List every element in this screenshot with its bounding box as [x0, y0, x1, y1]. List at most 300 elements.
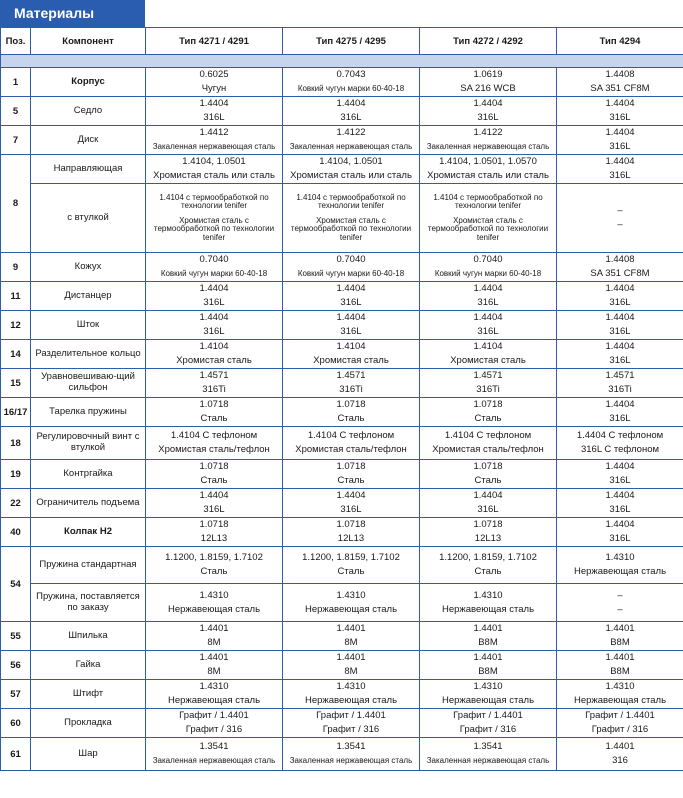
material-name: Нержавеющая сталь — [304, 603, 398, 615]
component-cell: Штифт — [31, 680, 146, 709]
material-code: 1.4404 — [605, 283, 635, 294]
material-code: 1.4404 — [605, 156, 635, 167]
material-code: 1.0718 — [199, 461, 229, 472]
table-row — [1, 547, 683, 584]
component-cell: Кожух — [31, 253, 146, 282]
material-code: 1.4104, 1.0501, 1.0570 — [439, 156, 537, 167]
material-code: – — [617, 205, 623, 216]
component-cell: Пружина, поставляется по заказу — [31, 584, 146, 622]
table-row — [1, 427, 683, 460]
material-cell — [283, 184, 420, 253]
material-name: 316L — [340, 326, 362, 337]
material-cell — [146, 427, 283, 460]
material-code: 1.0718 — [473, 519, 503, 530]
material-cell — [146, 311, 283, 340]
material-name: Сталь — [474, 475, 502, 486]
material-code: 1.4404 — [605, 341, 635, 352]
material-name: Закаленная нержавеющая сталь — [426, 142, 550, 151]
material-name: Сталь — [474, 566, 502, 577]
material-cell — [283, 738, 420, 771]
material-code: 1.4404 — [336, 312, 366, 323]
table-row — [1, 68, 683, 97]
material-cell — [557, 460, 683, 489]
material-cell — [557, 398, 683, 427]
material-cell — [557, 311, 683, 340]
material-cell — [146, 184, 283, 253]
table-row — [1, 709, 683, 738]
table-row — [1, 184, 683, 253]
material-cell — [283, 369, 420, 398]
material-code: 1.4310 — [605, 681, 635, 692]
material-code: 1.3541 — [473, 741, 503, 752]
material-code: 1.4310 — [336, 589, 366, 601]
material-name: Закаленная нержавеющая сталь — [289, 142, 413, 151]
material-name: 316L — [203, 504, 225, 515]
material-code: 1.0718 — [199, 519, 229, 530]
material-name: Сталь — [200, 566, 228, 577]
material-name: Хромистая сталь с термообработкой по технологии tenifer — [290, 215, 412, 242]
material-code: 1.4310 — [473, 589, 503, 601]
position-cell: 5 — [1, 97, 31, 126]
material-cell — [283, 155, 420, 184]
material-cell — [420, 680, 557, 709]
component-cell: Корпус — [31, 68, 146, 97]
position-cell: 40 — [1, 518, 31, 547]
material-name: 12L13 — [337, 533, 365, 544]
material-code: 1.4104 — [473, 341, 503, 352]
material-cell — [420, 622, 557, 651]
material-code: 1.4401 — [199, 652, 229, 663]
material-code: 1.4404 — [473, 312, 503, 323]
material-name: SA 216 WCB — [460, 83, 516, 94]
material-code: 1.4404 — [605, 98, 635, 109]
material-cell — [557, 282, 683, 311]
material-name: Нержавеющая сталь — [573, 695, 667, 706]
material-name: 316Ti — [202, 384, 226, 395]
material-name: Хромистая сталь с термообработкой по технологии tenifer — [153, 215, 275, 242]
material-cell — [557, 68, 683, 97]
header-pos: Поз. — [1, 28, 31, 55]
material-code: 1.4404 — [473, 283, 503, 294]
material-cell — [283, 398, 420, 427]
material-code: 1.4310 — [336, 681, 366, 692]
material-cell — [557, 126, 683, 155]
material-cell — [420, 340, 557, 369]
table-row — [1, 584, 683, 622]
material-code: 1.4310 — [605, 552, 635, 563]
section-title: Материалы — [0, 0, 145, 27]
material-cell — [420, 460, 557, 489]
material-code: 0.7040 — [199, 254, 229, 265]
material-code: 1.4571 — [605, 370, 635, 381]
component-cell: Контргайка — [31, 460, 146, 489]
table-row — [1, 97, 683, 126]
material-code: – — [617, 589, 623, 601]
material-cell — [420, 126, 557, 155]
header-type-4271: Тип 4271 / 4291 — [146, 28, 283, 55]
material-name: 8M — [344, 666, 358, 677]
material-name: – — [617, 219, 623, 230]
component-cell: Тарелка пружины — [31, 398, 146, 427]
material-code: 1.4408 — [605, 69, 635, 80]
material-name: Хромистая сталь — [176, 355, 252, 366]
material-cell — [146, 97, 283, 126]
material-cell — [420, 311, 557, 340]
component-cell: Диск — [31, 126, 146, 155]
position-cell: 56 — [1, 651, 31, 680]
component-cell: Направляющая — [31, 155, 146, 184]
material-cell — [557, 547, 683, 584]
material-code: 1.4571 — [473, 370, 503, 381]
material-name: Графит / 316 — [322, 724, 380, 735]
material-code: 1.4401 — [199, 623, 229, 634]
material-name: Хромистая сталь/тефлон — [295, 444, 407, 455]
material-cell — [420, 68, 557, 97]
component-cell: Прокладка — [31, 709, 146, 738]
table-row — [1, 489, 683, 518]
material-code: 1.4408 — [605, 254, 635, 265]
material-name: Графит / 316 — [459, 724, 517, 735]
material-name: 316L — [609, 326, 631, 337]
material-code: 1.4412 — [199, 127, 229, 138]
material-name: 316L — [340, 112, 362, 123]
material-cell — [557, 155, 683, 184]
material-code: 1.4404 — [605, 399, 635, 410]
material-code: 1.4401 — [473, 652, 503, 663]
material-name: 316Ti — [339, 384, 363, 395]
material-name: Нержавеющая сталь — [167, 695, 261, 706]
material-cell — [557, 651, 683, 680]
material-name: 316L — [477, 504, 499, 515]
table-row — [1, 738, 683, 771]
material-cell — [146, 651, 283, 680]
position-cell: 55 — [1, 622, 31, 651]
material-name: 8M — [207, 666, 221, 677]
position-cell: 61 — [1, 738, 31, 771]
material-code: 1.4404 — [473, 98, 503, 109]
position-cell: 18 — [1, 427, 31, 460]
table-row — [1, 398, 683, 427]
material-cell — [420, 398, 557, 427]
material-name: 316L — [477, 112, 499, 123]
material-code: 1.4404 — [336, 283, 366, 294]
material-name: Сталь — [474, 413, 502, 424]
component-cell: Дистанцер — [31, 282, 146, 311]
material-name: Графит / 316 — [185, 724, 243, 735]
component-cell: Разделительное кольцо — [31, 340, 146, 369]
material-cell — [146, 398, 283, 427]
table-row — [1, 126, 683, 155]
material-name: 12L13 — [474, 533, 502, 544]
material-code: 1.4104 с термообработкой по технологии tenifer — [159, 193, 269, 211]
material-name: 316L — [609, 533, 631, 544]
material-cell — [283, 311, 420, 340]
material-name: Сталь — [337, 475, 365, 486]
material-name: 316L — [203, 112, 225, 123]
table-row — [1, 282, 683, 311]
material-code: 1.4104 с термообработкой по технологии tenifer — [433, 193, 543, 211]
material-code: 1.4404 — [605, 127, 635, 138]
material-code: 0.7043 — [336, 69, 366, 80]
position-cell: 60 — [1, 709, 31, 738]
material-name: Нержавеющая сталь — [441, 603, 535, 615]
material-cell — [557, 97, 683, 126]
material-name: B8M — [610, 666, 630, 677]
material-name: Ковкий чугун марки 60-40-18 — [434, 269, 542, 278]
material-code: Графит / 1.4401 — [453, 710, 523, 721]
material-code: 0.6025 — [199, 69, 229, 80]
material-cell — [420, 518, 557, 547]
material-cell — [283, 651, 420, 680]
material-name: 316L С тефлоном — [580, 444, 660, 455]
material-name: Чугун — [201, 83, 227, 94]
position-cell: 16/17 — [1, 398, 31, 427]
material-name: 316L — [340, 504, 362, 515]
material-name: Закаленная нержавеющая сталь — [152, 142, 276, 151]
material-code: 1.4404 С тефлоном — [576, 430, 664, 441]
material-name: 316L — [477, 326, 499, 337]
position-cell: 9 — [1, 253, 31, 282]
material-cell — [283, 68, 420, 97]
material-name: Хромистая сталь или сталь — [290, 170, 412, 181]
material-name: 316Ti — [476, 384, 500, 395]
material-cell — [557, 489, 683, 518]
material-cell — [146, 369, 283, 398]
material-cell — [283, 622, 420, 651]
material-cell — [283, 584, 420, 622]
material-cell — [557, 584, 683, 622]
material-name: Графит / 316 — [591, 724, 649, 735]
material-code: 1.4404 — [605, 490, 635, 501]
material-code: Графит / 1.4401 — [585, 710, 655, 721]
header-type-4294: Тип 4294 — [557, 28, 683, 55]
material-cell — [146, 460, 283, 489]
material-code: 1.0718 — [473, 461, 503, 472]
material-name: SA 351 CF8M — [590, 83, 650, 94]
material-cell — [283, 547, 420, 584]
material-cell — [420, 427, 557, 460]
material-cell — [283, 97, 420, 126]
material-cell — [283, 518, 420, 547]
material-cell — [420, 709, 557, 738]
material-name: Хромистая сталь или сталь — [427, 170, 549, 181]
component-cell: Шток — [31, 311, 146, 340]
material-cell — [283, 340, 420, 369]
position-cell: 1 — [1, 68, 31, 97]
material-cell — [146, 340, 283, 369]
material-code: 1.1200, 1.8159, 1.7102 — [439, 552, 537, 563]
material-cell — [283, 489, 420, 518]
material-name: 8M — [344, 637, 358, 648]
table-row — [1, 311, 683, 340]
material-code: 1.4404 — [605, 461, 635, 472]
material-name: Ковкий чугун марки 60-40-18 — [160, 269, 268, 278]
table-row — [1, 340, 683, 369]
material-code: 1.4310 — [199, 589, 229, 601]
material-name: – — [617, 603, 623, 615]
material-cell — [557, 680, 683, 709]
material-name: 316L — [609, 355, 631, 366]
material-name: Ковкий чугун марки 60-40-18 — [297, 84, 405, 93]
material-name: 12L13 — [200, 533, 228, 544]
material-name: 316L — [609, 297, 631, 308]
material-name: 316L — [609, 141, 631, 152]
material-cell — [557, 184, 683, 253]
material-cell — [420, 253, 557, 282]
component-cell: Ограничитель подъема — [31, 489, 146, 518]
material-name: Сталь — [337, 566, 365, 577]
material-code: 1.4401 — [473, 623, 503, 634]
material-code: 1.4404 — [336, 98, 366, 109]
material-name: Хромистая сталь/тефлон — [158, 444, 270, 455]
material-code: 1.4104 С тефлоном — [444, 430, 532, 441]
material-code: Графит / 1.4401 — [179, 710, 249, 721]
table-row — [1, 369, 683, 398]
position-cell: 54 — [1, 547, 31, 622]
material-code: 1.4401 — [605, 741, 635, 752]
material-name: 316L — [609, 170, 631, 181]
materials-table — [0, 27, 683, 771]
material-name: 316 — [612, 755, 628, 766]
header-band — [1, 55, 683, 68]
table-row — [1, 253, 683, 282]
material-name: Хромистая сталь — [450, 355, 526, 366]
material-cell — [420, 282, 557, 311]
material-code: 1.1200, 1.8159, 1.7102 — [165, 552, 263, 563]
component-cell: Седло — [31, 97, 146, 126]
component-cell: Уравновешиваю-щий сильфон — [31, 369, 146, 398]
material-code: 1.4122 — [336, 127, 366, 138]
material-cell — [283, 126, 420, 155]
material-code: 1.4404 — [605, 312, 635, 323]
material-code: 1.4571 — [199, 370, 229, 381]
position-cell: 19 — [1, 460, 31, 489]
material-cell — [420, 489, 557, 518]
material-code: 1.4104, 1.0501 — [319, 156, 383, 167]
material-name: Хромистая сталь — [313, 355, 389, 366]
material-cell — [283, 460, 420, 489]
table-row — [1, 460, 683, 489]
material-cell — [557, 518, 683, 547]
material-code: Графит / 1.4401 — [316, 710, 386, 721]
material-name: 316L — [609, 413, 631, 424]
material-cell — [420, 155, 557, 184]
material-cell — [557, 253, 683, 282]
table-row — [1, 155, 683, 184]
material-name: Сталь — [200, 475, 228, 486]
material-code: 1.4401 — [336, 652, 366, 663]
material-code: 1.0718 — [336, 461, 366, 472]
component-cell: Колпак H2 — [31, 518, 146, 547]
material-code: 1.4104 с термообработкой по технологии tenifer — [296, 193, 406, 211]
component-cell: с втулкой — [31, 184, 146, 253]
header-component: Компонент — [31, 28, 146, 55]
material-name: Хромистая сталь с термообработкой по технологии tenifer — [427, 215, 549, 242]
table-row — [1, 622, 683, 651]
material-name: 316L — [609, 112, 631, 123]
material-cell — [146, 680, 283, 709]
position-cell: 11 — [1, 282, 31, 311]
table-row — [1, 651, 683, 680]
material-code: 1.4104 — [199, 341, 229, 352]
position-cell: 7 — [1, 126, 31, 155]
material-name: 316L — [609, 504, 631, 515]
material-name: B8M — [478, 666, 498, 677]
material-cell — [146, 282, 283, 311]
material-name: B8M — [478, 637, 498, 648]
material-name: B8M — [610, 637, 630, 648]
position-cell: 8 — [1, 155, 31, 253]
material-cell — [146, 68, 283, 97]
header-row — [1, 28, 683, 55]
material-cell — [146, 155, 283, 184]
material-code: 1.4122 — [473, 127, 503, 138]
material-cell — [420, 584, 557, 622]
material-cell — [420, 184, 557, 253]
material-cell — [557, 622, 683, 651]
material-cell — [557, 738, 683, 771]
component-cell: Шар — [31, 738, 146, 771]
material-name: Сталь — [200, 413, 228, 424]
material-code: 0.7040 — [473, 254, 503, 265]
material-name: 316L — [477, 297, 499, 308]
material-code: 1.0718 — [473, 399, 503, 410]
material-code: 0.7040 — [336, 254, 366, 265]
material-name: Нержавеющая сталь — [441, 695, 535, 706]
material-cell — [146, 253, 283, 282]
material-code: 1.0718 — [199, 399, 229, 410]
material-name: 316L — [203, 326, 225, 337]
material-code: 1.4104 С тефлоном — [170, 430, 258, 441]
header-type-4275: Тип 4275 / 4295 — [283, 28, 420, 55]
position-cell: 22 — [1, 489, 31, 518]
material-cell — [146, 709, 283, 738]
position-cell: 14 — [1, 340, 31, 369]
component-cell: Гайка — [31, 651, 146, 680]
material-name: Сталь — [337, 413, 365, 424]
material-name: 316L — [340, 297, 362, 308]
position-cell: 57 — [1, 680, 31, 709]
material-cell — [557, 340, 683, 369]
material-code: 1.3541 — [336, 741, 366, 752]
material-cell — [557, 369, 683, 398]
material-cell — [420, 369, 557, 398]
material-code: 1.4404 — [336, 490, 366, 501]
material-cell — [283, 282, 420, 311]
component-cell: Шпилька — [31, 622, 146, 651]
material-cell — [146, 584, 283, 622]
position-cell: 12 — [1, 311, 31, 340]
material-cell — [146, 518, 283, 547]
position-cell: 15 — [1, 369, 31, 398]
material-name: SA 351 CF8M — [590, 268, 650, 279]
material-name: 316L — [609, 475, 631, 486]
material-cell — [557, 427, 683, 460]
material-name: Хромистая сталь/тефлон — [432, 444, 544, 455]
material-name: Нержавеющая сталь — [573, 566, 667, 577]
material-code: 1.1200, 1.8159, 1.7102 — [302, 552, 400, 563]
material-code: 1.4104, 1.0501 — [182, 156, 246, 167]
material-cell — [557, 709, 683, 738]
material-cell — [146, 547, 283, 584]
material-code: 1.4401 — [605, 623, 635, 634]
material-cell — [146, 738, 283, 771]
table-row — [1, 680, 683, 709]
material-code: 1.4404 — [605, 519, 635, 530]
material-code: 1.4401 — [605, 652, 635, 663]
material-name: 8M — [207, 637, 221, 648]
material-code: 1.0718 — [336, 399, 366, 410]
